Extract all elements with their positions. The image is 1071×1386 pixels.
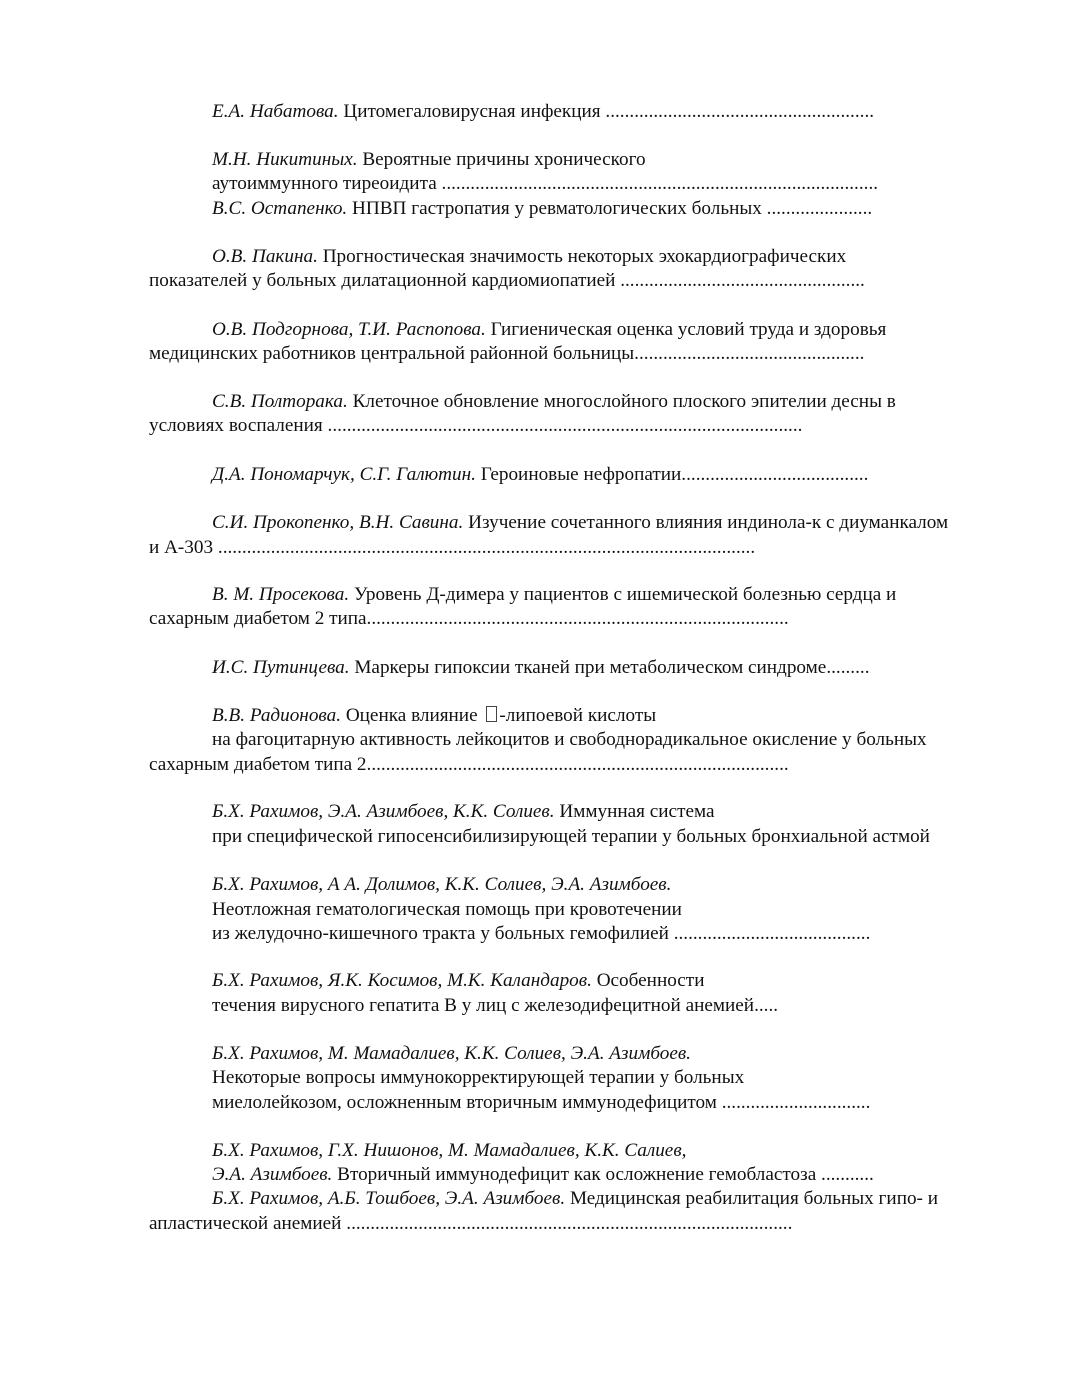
toc-line [212, 1042, 691, 1066]
toc-line [212, 704, 656, 728]
toc-line [149, 342, 864, 366]
toc-leader-dots: ........................................................................................... [441, 173, 879, 194]
toc-line [212, 100, 874, 124]
toc-author: Д.А. Пономарчук, С.Г. Галютин. [212, 464, 476, 485]
toc-author: Б.Х. Рахимов, Э.А. Азимбоев, К.К. Солиев. [212, 801, 555, 822]
toc-title: аутоиммунного тиреоидита [212, 173, 442, 194]
toc-title: Уровень Д-димера у пациентов с ишемической болезнью сердца и [349, 584, 897, 605]
toc-leader-dots: ................................................................................................................ [217, 537, 756, 558]
toc-title: Некоторые вопросы иммунокорректирующей терапии у больных [212, 1067, 745, 1088]
toc-title: Прогностическая значимость некоторых эхокардиографических [317, 246, 847, 267]
toc-author: О.В. Подгорнова, Т.И. Распопова. [212, 319, 486, 340]
toc-title: Неотложная гематологическая помощь при кровотечении [212, 899, 682, 920]
toc-title: Маркеры гипоксии тканей при метаболическом синдроме [349, 657, 827, 678]
toc-leader-dots: ..... [754, 995, 779, 1016]
toc-leader-dots: ........................................................................................ [366, 608, 789, 629]
toc-author: Е.А. Набатова. [212, 101, 339, 122]
toc-title: показателей у больных дилатационной кардиомиопатией [149, 270, 621, 291]
toc-line [212, 800, 715, 824]
toc-title: при специфической гипосенсибилизирующей терапии у больных бронхиальной астмой [212, 826, 930, 847]
toc-title: Изучение сочетанного влияния индинола-к с диуманкалом [463, 512, 949, 533]
toc-line [212, 318, 886, 342]
toc-line [212, 1066, 744, 1090]
toc-line [212, 511, 948, 535]
toc-line [212, 148, 646, 172]
toc-line [149, 607, 789, 631]
toc-line [212, 1139, 686, 1163]
toc-line [212, 898, 682, 922]
toc-title: Иммунная система [554, 801, 715, 822]
toc-author: Б.Х. Рахимов, М. Мамадалиев, К.К. Солиев, Э.А. Азимбоев. [212, 1043, 691, 1064]
toc-title: из желудочно-кишечного тракта у больных гемофилией [212, 923, 674, 944]
toc-leader-dots: ........... [821, 1164, 874, 1185]
toc-leader-dots: ......................................... [673, 923, 871, 944]
toc-title: сахарным диабетом типа 2 [149, 754, 367, 775]
toc-title: НПВП гастропатия у ревматологических больных [347, 198, 767, 219]
toc-leader-dots: ................................................................................................... [327, 415, 803, 436]
toc-title: медицинских работников центральной районной больницы [149, 343, 635, 364]
toc-line [149, 536, 755, 560]
toc-line [212, 922, 870, 946]
toc-leader-dots: ...................... [766, 198, 873, 219]
toc-leader-dots: ............................... [721, 1092, 871, 1113]
toc-leader-dots: ......... [826, 657, 870, 678]
toc-line [212, 728, 927, 752]
toc-title: Медицинская реабилитация больных гипо- и [565, 1188, 939, 1209]
toc-title: Героиновые нефропатии [475, 464, 682, 485]
toc-author: В.В. Радионова. [212, 705, 342, 726]
toc-title: сахарным диабетом 2 типа [149, 608, 367, 629]
toc-author: М.Н. Никитиных. [212, 149, 358, 170]
toc-title: Вероятные причины хронического [357, 149, 646, 170]
toc-author: В.С. Остапенко. [212, 198, 348, 219]
toc-author: Б.Х. Рахимов, А.Б. Тошбоев, Э.А. Азимбоев. [212, 1188, 566, 1209]
toc-line [212, 1163, 874, 1187]
toc-author: В. М. Просекова. [212, 584, 350, 605]
toc-leader-dots: ....................................... [681, 464, 869, 485]
missing-glyph-icon [486, 706, 497, 722]
toc-leader-dots: ........................................................................................ [366, 754, 789, 775]
toc-author: Б.Х. Рахимов, А А. Долимов, К.К. Солиев, Э.А. Азимбоев. [212, 874, 672, 895]
toc-line [212, 390, 896, 414]
toc-line [212, 656, 869, 680]
toc-leader-dots: ................................................... [620, 270, 865, 291]
toc-leader-dots: ................................................ [634, 343, 865, 364]
toc-leader-dots: ........................................................ [605, 101, 875, 122]
toc-line [149, 753, 789, 777]
toc-title: Цитомегаловирусная инфекция [338, 101, 606, 122]
toc-line [212, 873, 671, 897]
toc-title: Вторичный иммунодефицит как осложнение гемобластоза [332, 1164, 822, 1185]
toc-author: И.С. Путинцева. [212, 657, 350, 678]
toc-line [149, 269, 865, 293]
toc-title: Оценка влияние [341, 705, 483, 726]
toc-line [149, 1212, 792, 1236]
toc-title: Клеточное обновление многослойного плоского эпителии десны в [347, 391, 896, 412]
toc-line [212, 172, 878, 196]
toc-line [212, 1187, 938, 1211]
toc-leader-dots: ............................................................................................. [346, 1213, 793, 1234]
toc-line [149, 414, 802, 438]
toc-title: условиях воспаления [149, 415, 328, 436]
toc-title: Особенности [591, 970, 705, 991]
toc-title: на фагоцитарную активность лейкоцитов и свободнорадикальное окисление у больных [212, 729, 927, 750]
toc-line [212, 825, 930, 849]
toc-author: С.И. Прокопенко, В.Н. Савина. [212, 512, 464, 533]
toc-author: Б.Х. Рахимов, Г.Х. Нишонов, М. Мамадалиев, К.К. Салиев, [212, 1140, 687, 1161]
toc-title: течения вирусного гепатита В у лиц с железодифецитной анемией [212, 995, 755, 1016]
toc-line [212, 969, 704, 993]
toc-title-continued: -липоевой кислоты [499, 705, 657, 726]
toc-line [212, 994, 778, 1018]
toc-author: Б.Х. Рахимов, Я.К. Косимов, М.К. Каландаров. [212, 970, 592, 991]
toc-line [212, 583, 896, 607]
toc-author: О.В. Пакина. [212, 246, 318, 267]
toc-line [212, 245, 846, 269]
toc-line [212, 463, 868, 487]
toc-line [212, 197, 872, 221]
toc-title: Гигиеническая оценка условий труда и здоровья [485, 319, 887, 340]
toc-author: С.В. Полторака. [212, 391, 348, 412]
toc-title: апластической анемией [149, 1213, 347, 1234]
toc-title: и А-303 [149, 537, 218, 558]
toc-author: Э.А. Азимбоев. [212, 1164, 333, 1185]
toc-line [212, 1091, 870, 1115]
toc-title: миелолейкозом, осложненным вторичным иммунодефицитом [212, 1092, 722, 1113]
